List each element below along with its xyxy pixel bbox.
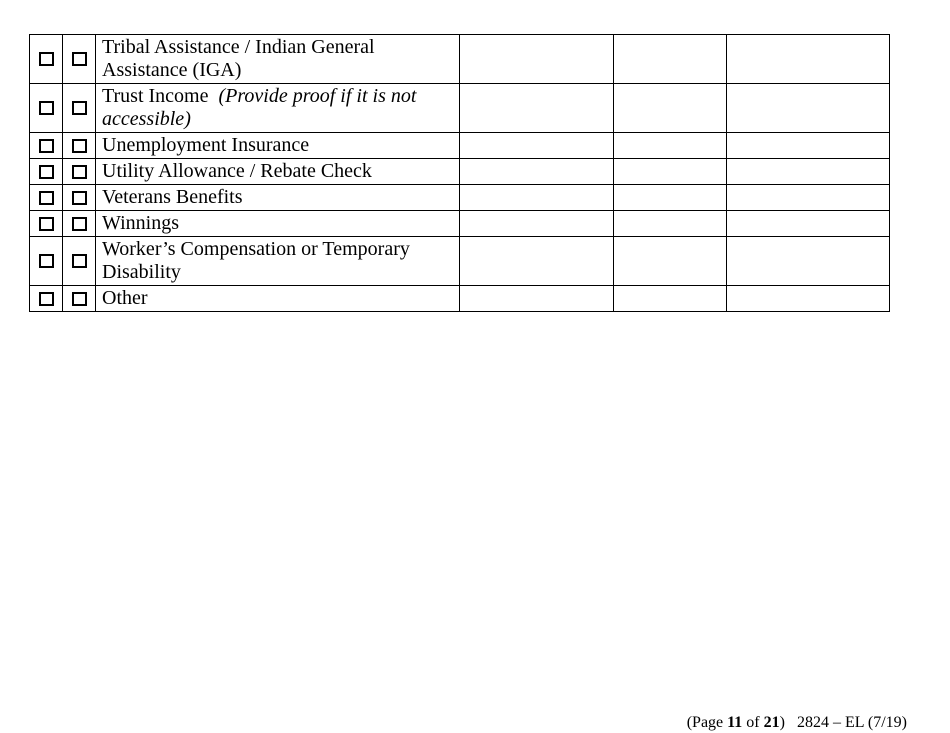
income-sources-table <box>29 34 890 312</box>
checkbox-col2[interactable] <box>72 101 87 115</box>
checkbox-col1[interactable] <box>39 191 54 205</box>
amount-cell-1[interactable] <box>460 133 614 159</box>
income-type-label: Unemployment Insurance <box>96 133 460 159</box>
amount-cell-2[interactable] <box>614 211 727 237</box>
amount-cell-3[interactable] <box>727 35 890 84</box>
proof-note: (Provide proof if it is not accessible) <box>102 85 417 130</box>
income-type-label: Trust Income (Provide proof if it is not accessible) <box>96 84 460 133</box>
amount-cell-1[interactable] <box>460 211 614 237</box>
amount-cell-3[interactable] <box>727 211 890 237</box>
amount-cell-3[interactable] <box>727 133 890 159</box>
page-number: 11 <box>727 714 743 731</box>
table-row <box>30 237 890 286</box>
amount-cell-2[interactable] <box>614 237 727 286</box>
income-type-label: Tribal Assistance / Indian General Assistance (IGA) <box>96 35 460 84</box>
amount-cell-1[interactable] <box>460 35 614 84</box>
checkbox-col1[interactable] <box>39 217 54 231</box>
checkbox-col1[interactable] <box>39 139 54 153</box>
checkbox-col2[interactable] <box>72 52 87 66</box>
amount-cell-2[interactable] <box>614 84 727 133</box>
income-type-label: Winnings <box>96 211 460 237</box>
amount-cell-3[interactable] <box>727 159 890 185</box>
checkbox-col1[interactable] <box>39 165 54 179</box>
checkbox-col1[interactable] <box>39 254 54 268</box>
checkbox-col1[interactable] <box>39 52 54 66</box>
amount-cell-3[interactable] <box>727 237 890 286</box>
checkbox-col2[interactable] <box>72 254 87 268</box>
amount-cell-1[interactable] <box>460 84 614 133</box>
amount-cell-1[interactable] <box>460 286 614 312</box>
checkbox-col1[interactable] <box>39 101 54 115</box>
amount-cell-2[interactable] <box>614 286 727 312</box>
table-row <box>30 84 890 133</box>
income-type-label: Worker’s Compensation or Temporary Disability <box>96 237 460 286</box>
checkbox-col2[interactable] <box>72 292 87 306</box>
checkbox-col2[interactable] <box>72 139 87 153</box>
page-footer: (Page 11 of 21) 2824 – EL (7/19) <box>686 714 907 731</box>
income-type-label: Veterans Benefits <box>96 185 460 211</box>
table-row <box>30 159 890 185</box>
income-type-label: Other <box>96 286 460 312</box>
amount-cell-2[interactable] <box>614 185 727 211</box>
amount-cell-2[interactable] <box>614 159 727 185</box>
table-row <box>30 185 890 211</box>
amount-cell-3[interactable] <box>727 84 890 133</box>
checkbox-col2[interactable] <box>72 217 87 231</box>
checkbox-col2[interactable] <box>72 165 87 179</box>
table-row <box>30 133 890 159</box>
amount-cell-3[interactable] <box>727 185 890 211</box>
amount-cell-2[interactable] <box>614 35 727 84</box>
table-row <box>30 35 890 84</box>
table-row <box>30 211 890 237</box>
form-id: 2824 – EL (7/19) <box>796 714 907 731</box>
amount-cell-1[interactable] <box>460 159 614 185</box>
page-total: 21 <box>763 714 780 731</box>
income-type-label: Utility Allowance / Rebate Check <box>96 159 460 185</box>
amount-cell-2[interactable] <box>614 133 727 159</box>
checkbox-col2[interactable] <box>72 191 87 205</box>
amount-cell-1[interactable] <box>460 185 614 211</box>
checkbox-col1[interactable] <box>39 292 54 306</box>
table-row <box>30 286 890 312</box>
amount-cell-3[interactable] <box>727 286 890 312</box>
amount-cell-1[interactable] <box>460 237 614 286</box>
